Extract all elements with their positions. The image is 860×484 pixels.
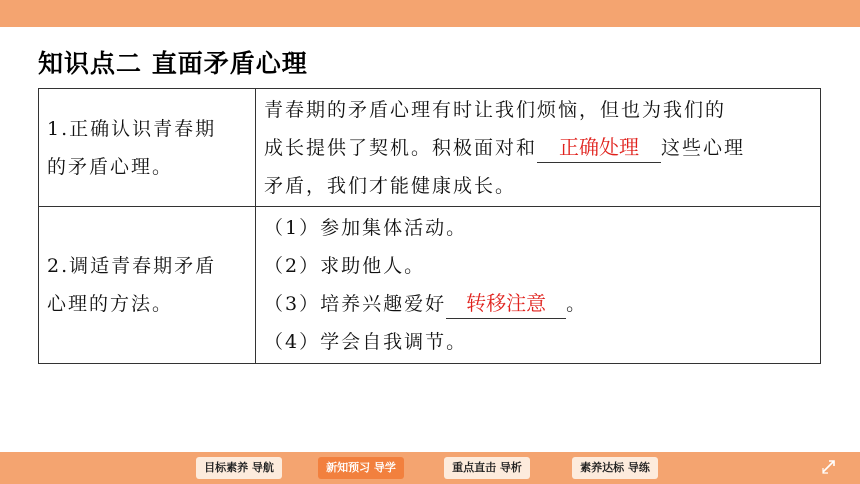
nav-key-point-button[interactable]: 重点直击 导析 (444, 457, 530, 479)
row-topic-cell (39, 89, 256, 207)
row-topic-line: 心理的方法。 (47, 293, 174, 315)
knowledge-table (38, 88, 821, 364)
content-line (264, 129, 812, 167)
content-text: （3）培养兴趣爱好 (264, 293, 447, 315)
method-item (264, 285, 812, 323)
content-line: 矛盾，我们才能健康成长。 (264, 174, 517, 197)
table-row (39, 89, 821, 207)
content-text: 成长提供了契机。积极面对和 (264, 136, 538, 159)
row-topic-line: 的矛盾心理。 (47, 155, 174, 178)
table-row (39, 207, 821, 364)
top-banner (0, 0, 860, 27)
nav-preview-guide-button[interactable]: 新知预习 导学 (318, 457, 404, 479)
fill-blank (537, 134, 661, 163)
content-line: 青春期的矛盾心理有时让我们烦恼，但也为我们的 (264, 98, 727, 121)
bottom-nav-bar (0, 452, 860, 484)
row-content-cell (256, 89, 821, 207)
nav-practice-button[interactable]: 素养达标 导练 (572, 457, 658, 479)
content-text: 这些心理 (661, 136, 746, 159)
row-topic-line: 2.调适青春期矛盾 (47, 255, 217, 277)
section-title: 知识点二 直面矛盾心理 (38, 49, 308, 78)
answer-text: 正确处理 (559, 134, 640, 159)
fill-blank (446, 290, 566, 319)
row-content-cell (256, 207, 821, 364)
method-item: （1）参加集体活动。 (264, 217, 468, 239)
row-topic-cell (39, 207, 256, 364)
answer-text: 转移注意 (466, 291, 547, 315)
content-text: 。 (566, 293, 588, 315)
method-item: （2）求助他人。 (264, 255, 426, 277)
row-topic-line: 1.正确认识青春期 (47, 117, 217, 140)
page-turn-icon[interactable] (820, 458, 838, 476)
nav-goal-guide-button[interactable]: 目标素养 导航 (196, 457, 282, 479)
method-item: （4）学会自我调节。 (264, 331, 468, 353)
